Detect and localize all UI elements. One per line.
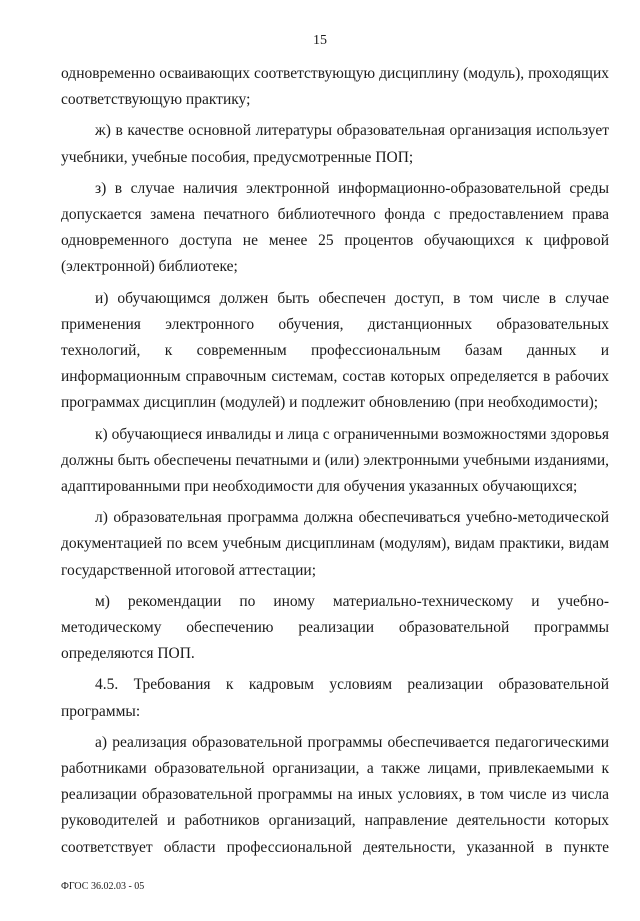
footer-document-code: ФГОС 36.02.03 - 05 bbox=[61, 881, 145, 892]
section-heading-4-5: 4.5. Требования к кадровым условиям реализации образовательной программы: bbox=[61, 676, 609, 720]
page-number: 15 bbox=[313, 33, 327, 48]
document-body bbox=[61, 61, 609, 866]
paragraph-item-zh: ж) в качестве основной литературы образовательная организация использует учебники, учебные пособия, предусмотренные ПОП; bbox=[61, 122, 609, 166]
paragraph-item-l: л) образовательная программа должна обеспечиваться учебно-методической документацией по всем учебным дисциплинам (модулям), видам практики, видам государственной итоговой аттестации; bbox=[61, 509, 609, 579]
paragraph-item-m: м) рекомендации по иному материально-техническому и учебно-методическому обеспечению реализации образовательной программы определяются ПОП. bbox=[61, 592, 609, 663]
paragraph-item-a: а) реализация образовательной программы обеспечивается педагогическими работниками образовательной организации, а также лицами, привлекаемыми к реализации образовательной программы на иных условиях, в том числе из числа руководителей и работников организаций, направление деятельности которых соответствует области профессиональной деятельности, указанной в пункте bbox=[61, 733, 609, 856]
paragraph-item-i: и) обучающимся должен быть обеспечен доступ, в том числе в случае применения электронного обучения, дистанционных образовательных технологий, к современным профессиональным базам данных и информационным справочным системам, состав которых определяется в рабочих программах дисциплин (модулей) и подлежит обновлению (при необходимости); bbox=[61, 289, 609, 412]
paragraph-item-k: к) обучающиеся инвалиды и лица с ограниченными возможностями здоровья должны быть обеспечены печатными и (или) электронными учебными изданиями, адаптированными при необходимости для обучения указанных обучающихся; bbox=[61, 425, 609, 496]
paragraph-continuation: одновременно осваивающих соответствующую дисциплину (модуль), проходящих соответствующую практику; bbox=[61, 65, 609, 109]
paragraph-item-z: з) в случае наличия электронной информационно-образовательной среды допускается замена печатного библиотечного фонда с предоставлением права одновременного доступа не менее 25 процентов обучающихся к цифровой (электронной) библиотеке; bbox=[61, 179, 609, 276]
